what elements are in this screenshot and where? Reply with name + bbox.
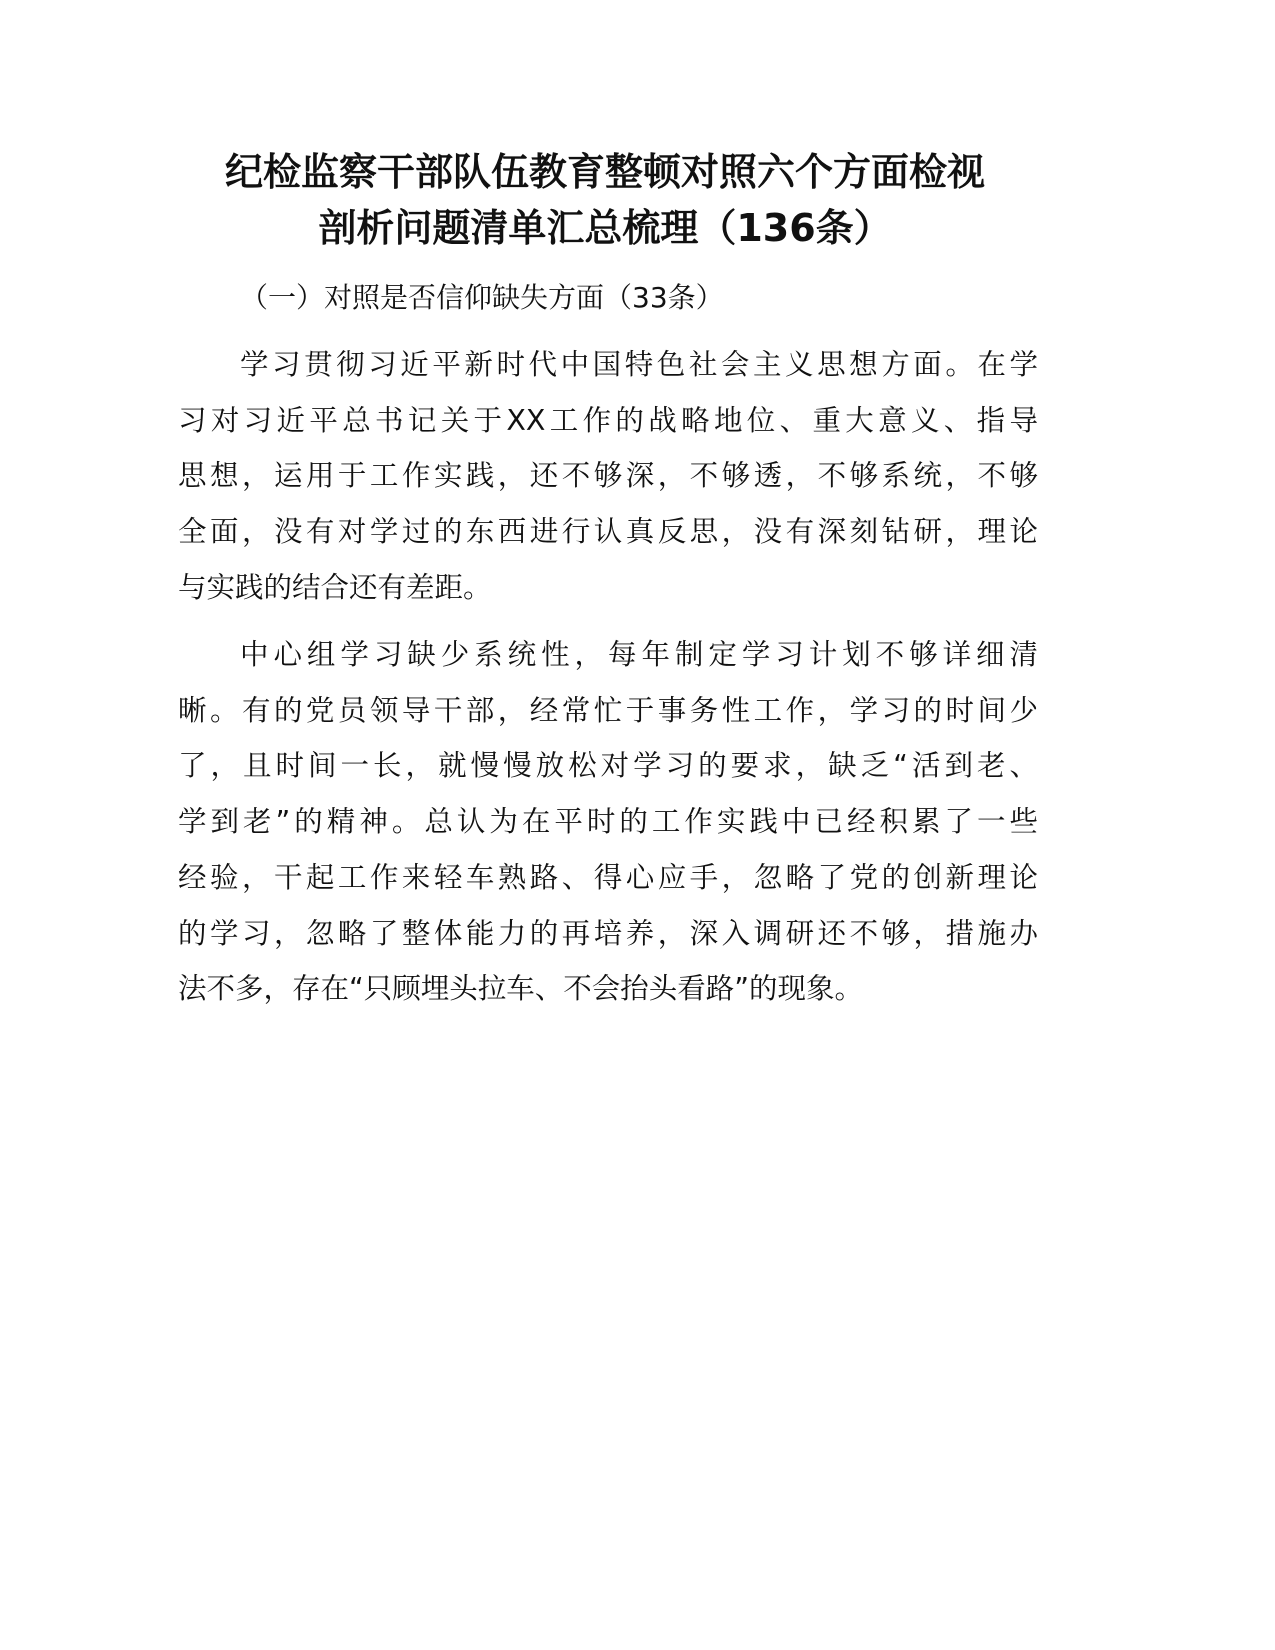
text-line: 经验，干起工作来轻车熟路、得心应手，忽略了党的创新理论 xyxy=(178,860,1038,894)
text-line: 法不多，存在“只顾埋头拉车、不会抬头看路”的现象。 xyxy=(178,972,864,1006)
document-title xyxy=(0,144,1210,256)
title-line: 剖析问题清单汇总梳理（136条） xyxy=(318,206,892,250)
section-heading: （一）对照是否信仰缺失方面（33条） xyxy=(240,281,724,314)
text-line: 了，且时间一长，就慢慢放松对学习的要求，缺乏“活到老、 xyxy=(178,749,1038,783)
title-line: 纪检监察干部队伍教育整顿对照六个方面检视 xyxy=(224,150,985,194)
text-line: 中心组学习缺少系统性，每年制定学习计划不够详细清 xyxy=(240,638,1038,671)
text-line: 学习贯彻习近平新时代中国特色社会主义思想方面。在学 xyxy=(240,348,1038,381)
text-line: 与实践的结合还有差距。 xyxy=(178,570,492,604)
text-line: 晰。有的党员领导干部，经常忙于事务性工作，学习的时间少 xyxy=(178,693,1038,727)
text-line: 习对习近平总书记关于XX工作的战略地位、重大意义、指导 xyxy=(178,403,1038,437)
paragraph-1 xyxy=(178,337,1038,616)
text-line: 学到老”的精神。总认为在平时的工作实践中已经积累了一些 xyxy=(178,805,1038,839)
text-line: 思想，运用于工作实践，还不够深，不够透，不够系统，不够 xyxy=(178,459,1038,493)
paragraph-2 xyxy=(178,627,1038,1017)
text-line: 全面，没有对学过的东西进行认真反思，没有深刻钻研，理论 xyxy=(178,515,1038,549)
text-line: 的学习，忽略了整体能力的再培养，深入调研还不够，措施办 xyxy=(178,916,1038,950)
